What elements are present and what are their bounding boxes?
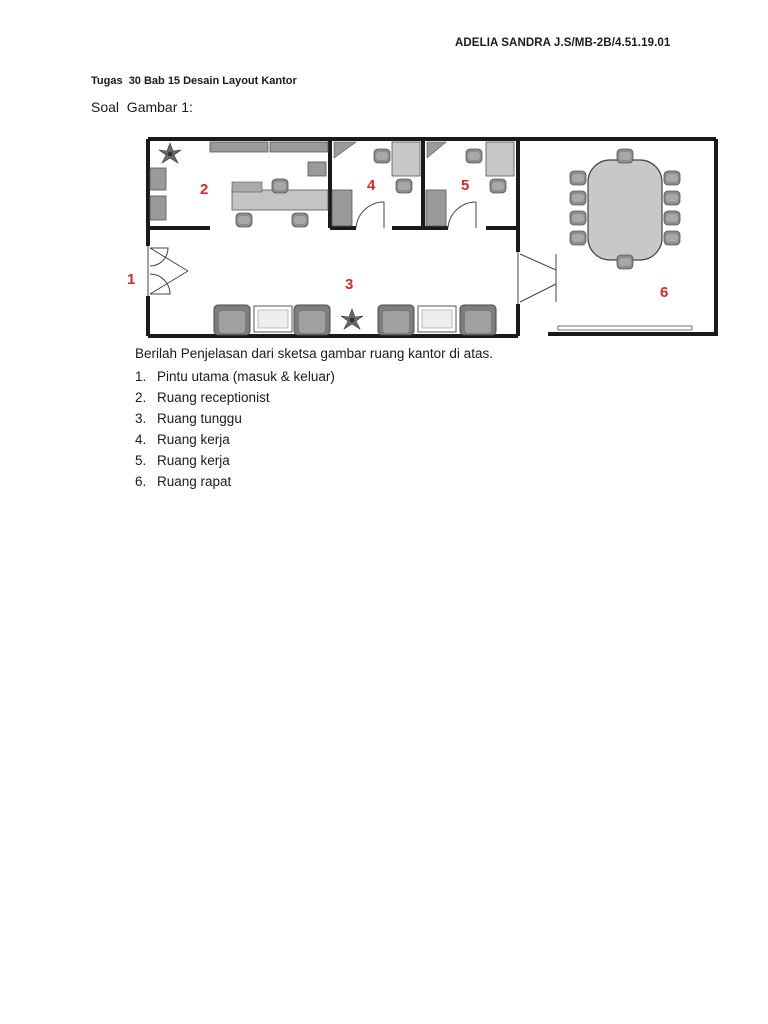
task-title: Tugas 30 Bab 15 Desain Layout Kantor (91, 75, 297, 87)
list-item: 3. Ruang tunggu (135, 411, 242, 426)
room-number-5: 5 (461, 177, 470, 194)
room-number-6: 6 (660, 284, 669, 301)
author-id: ADELIA SANDRA J.S/MB-2B/4.51.19.01 (455, 37, 671, 49)
office-4-furniture (332, 142, 420, 226)
waiting-room-furniture (214, 305, 496, 335)
reception-furniture (150, 142, 328, 227)
list-item: 4. Ruang kerja (135, 432, 230, 447)
office-floor-plan (120, 134, 720, 340)
list-item: 1. Pintu utama (masuk & keluar) (135, 369, 335, 384)
list-item: 2. Ruang receptionist (135, 390, 270, 405)
room-number-4: 4 (367, 177, 376, 194)
room-number-2: 2 (200, 181, 209, 198)
meeting-room-furniture (558, 149, 692, 330)
main-door (148, 246, 188, 296)
meeting-door (518, 252, 556, 304)
list-item: 5. Ruang kerja (135, 453, 230, 468)
room-number-1: 1 (127, 271, 136, 288)
question-label: Soal Gambar 1: (91, 99, 193, 115)
answer-list (135, 366, 335, 492)
room-number-3: 3 (345, 276, 354, 293)
explanation-intro: Berilah Penjelasan dari sketsa gambar ruang kantor di atas. (135, 346, 493, 361)
office-5-furniture (426, 142, 514, 226)
list-item: 6. Ruang rapat (135, 474, 232, 489)
